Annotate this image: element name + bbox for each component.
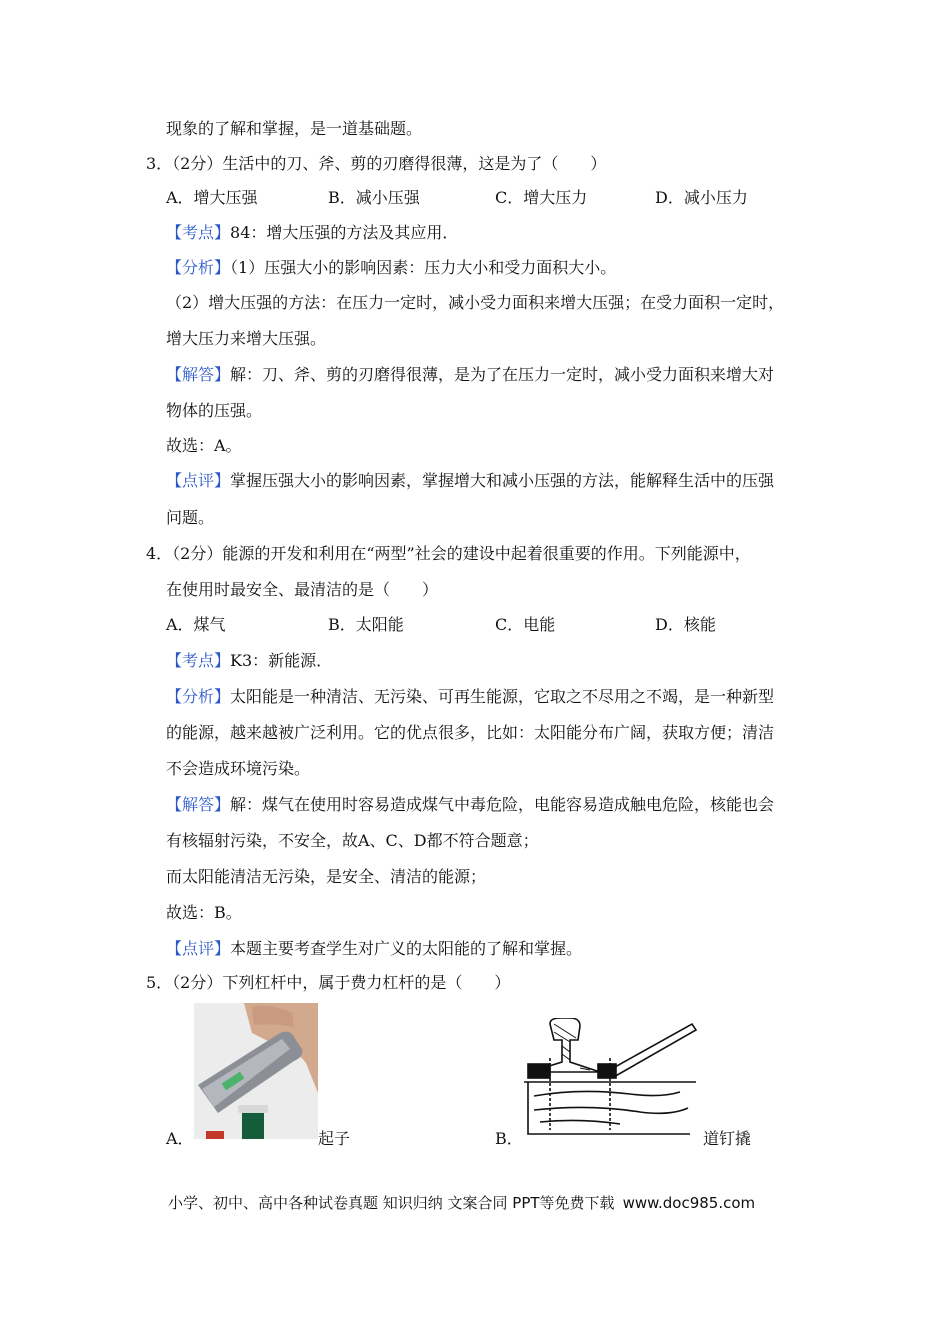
- q3-option-b: B．减小压强: [328, 188, 420, 207]
- q4-option-b: B．太阳能: [328, 615, 404, 634]
- text-line: 在使用时最安全、最清洁的是（ ）: [166, 580, 439, 599]
- text-line: 现象的了解和掌握，是一道基础题。: [166, 119, 423, 138]
- q5-option-a-letter: A．: [166, 1129, 194, 1148]
- question-5: 5．（2分）下列杠杆中，属于费力杠杆的是（ ）: [146, 973, 511, 992]
- fenxi-tag: 【分析】: [166, 258, 231, 277]
- text-line: 而太阳能清洁无污染，是安全、清洁的能源；: [166, 867, 487, 886]
- kaodian-tag: 【考点】: [166, 223, 231, 242]
- q5-option-a-label: 起子: [318, 1129, 351, 1148]
- q4-option-d: D．核能: [655, 615, 716, 634]
- q4-kaodian: 【考点】K3：新能源．: [166, 651, 333, 670]
- q4-fenxi: 【分析】太阳能是一种清洁、无污染、可再生能源，它取之不尽用之不竭，是一种新型: [166, 687, 775, 706]
- text-line: （2）增大压强的方法：在压力一定时，减小受力面积来增大压强；在受力面积一定时，: [166, 293, 785, 312]
- q5-option-b-label: 道钉撬: [703, 1129, 752, 1148]
- text-line: 的能源，越来越被广泛利用。它的优点很多，比如：太阳能分布广阔，获取方便；清洁: [166, 723, 775, 742]
- text-line: 故选：B。: [166, 903, 242, 922]
- q4-option-a: A．煤气: [166, 615, 226, 634]
- footer-text: 小学、初中、高中各种试卷真题 知识归纳 文案合同 PPT等免费下载: [168, 1194, 615, 1212]
- q4-dianping: 【点评】本题主要考查学生对广义的太阳能的了解和掌握。: [166, 939, 583, 958]
- rail-spike-lever-diagram: [520, 1018, 700, 1140]
- text-line: 不会造成环境污染。: [166, 759, 311, 778]
- text-line: 增大压力来增大压强。: [166, 329, 327, 348]
- bottle-opener-image: [194, 1003, 318, 1139]
- text-line: 问题。: [166, 508, 215, 527]
- question-4: 4．（2分）能源的开发和利用在“两型”社会的建设中起着很重要的作用。下列能源中，: [146, 544, 751, 563]
- q4-jieda: 【解答】解：煤气在使用时容易造成煤气中毒危险，电能容易造成触电危险，核能也会: [166, 795, 775, 814]
- q3-dianping: 【点评】掌握压强大小的影响因素，掌握增大和减小压强的方法，能解释生活中的压强: [166, 471, 775, 490]
- footer-link[interactable]: www.doc985.com: [622, 1194, 756, 1212]
- q3-fenxi: 【分析】（1）压强大小的影响因素：压力大小和受力面积大小。: [166, 258, 617, 277]
- dianping-tag: 【点评】: [166, 471, 231, 490]
- jieda-tag: 【解答】: [166, 365, 231, 384]
- dianping-tag: 【点评】: [166, 939, 231, 958]
- kaodian-tag: 【考点】: [166, 651, 231, 670]
- q4-option-c: C．电能: [495, 615, 556, 634]
- fenxi-tag: 【分析】: [166, 687, 231, 706]
- q3-option-a: A．增大压强: [166, 188, 258, 207]
- text-line: 有核辐射污染，不安全，故A、C、D都不符合题意；: [166, 831, 539, 850]
- question-3: 3．（2分）生活中的刀、斧、剪的刃磨得很薄，这是为了（ ）: [146, 154, 607, 173]
- q3-option-c: C．增大压力: [495, 188, 588, 207]
- text-line: 故选：A。: [166, 436, 242, 455]
- jieda-tag: 【解答】: [166, 795, 231, 814]
- q5-option-b-letter: B．: [495, 1129, 523, 1148]
- q3-jieda: 【解答】解：刀、斧、剪的刃磨得很薄，是为了在压力一定时，减小受力面积来增大对: [166, 365, 775, 384]
- text-line: 物体的压强。: [166, 401, 263, 420]
- q3-option-d: D．减小压力: [655, 188, 748, 207]
- page-footer: [168, 1192, 755, 1214]
- q3-kaodian: 【考点】84：增大压强的方法及其应用．: [166, 223, 459, 242]
